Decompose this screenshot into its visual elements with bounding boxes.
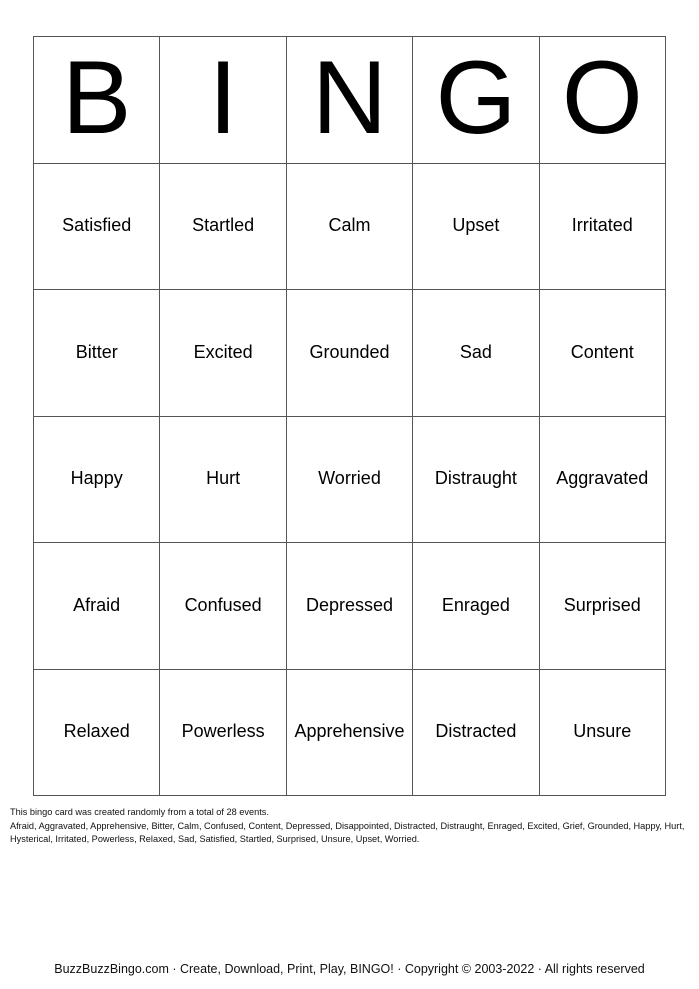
header-letter-o: O (540, 37, 666, 164)
footer-copyright: BuzzBuzzBingo.com · Create, Download, Print, Play, BINGO! · Copyright © 2003-2022 · All rights reserved (54, 962, 645, 976)
bingo-cell: Happy (34, 417, 160, 544)
bingo-cell: Depressed (287, 543, 413, 670)
bingo-cell: Sad (413, 290, 539, 417)
bingo-cell: Distraught (413, 417, 539, 544)
bingo-cell: Bitter (34, 290, 160, 417)
bingo-cell: Startled (160, 164, 286, 291)
bingo-cell: Hurt (160, 417, 286, 544)
bingo-cell: Upset (413, 164, 539, 291)
bingo-cell: Unsure (540, 670, 666, 797)
header-letter-n: N (287, 37, 413, 164)
bingo-card (33, 36, 666, 796)
bingo-cell: Excited (160, 290, 286, 417)
bingo-cell: Afraid (34, 543, 160, 670)
card-info (10, 806, 695, 847)
header-letter-i: I (160, 37, 286, 164)
bingo-cell: Grounded (287, 290, 413, 417)
bingo-cell: Enraged (413, 543, 539, 670)
bingo-cell: Distracted (413, 670, 539, 797)
card-summary: This bingo card was created randomly from a total of 28 events. (10, 807, 269, 817)
bingo-cell: Apprehensive (287, 670, 413, 797)
bingo-cell: Irritated (540, 164, 666, 291)
header-letter-b: B (34, 37, 160, 164)
bingo-cell: Content (540, 290, 666, 417)
bingo-cell: Powerless (160, 670, 286, 797)
bingo-cell: Confused (160, 543, 286, 670)
bingo-cell: Aggravated (540, 417, 666, 544)
header-letter-g: G (413, 37, 539, 164)
bingo-cell: Surprised (540, 543, 666, 670)
bingo-cell: Worried (287, 417, 413, 544)
bingo-cell: Relaxed (34, 670, 160, 797)
bingo-cell: Satisfied (34, 164, 160, 291)
bingo-cell: Calm (287, 164, 413, 291)
event-list: Afraid, Aggravated, Apprehensive, Bitter, Calm, Confused, Content, Depressed, Disappointed, Distracted, Distraught, Enraged, Excited, Grief, Grounded, Happy, Hurt, Hysterical, Irritated, Powerless, Relaxed, Sad, Satisfied, Startled, Surprised, Unsure, Upset, Worried. (10, 820, 685, 844)
